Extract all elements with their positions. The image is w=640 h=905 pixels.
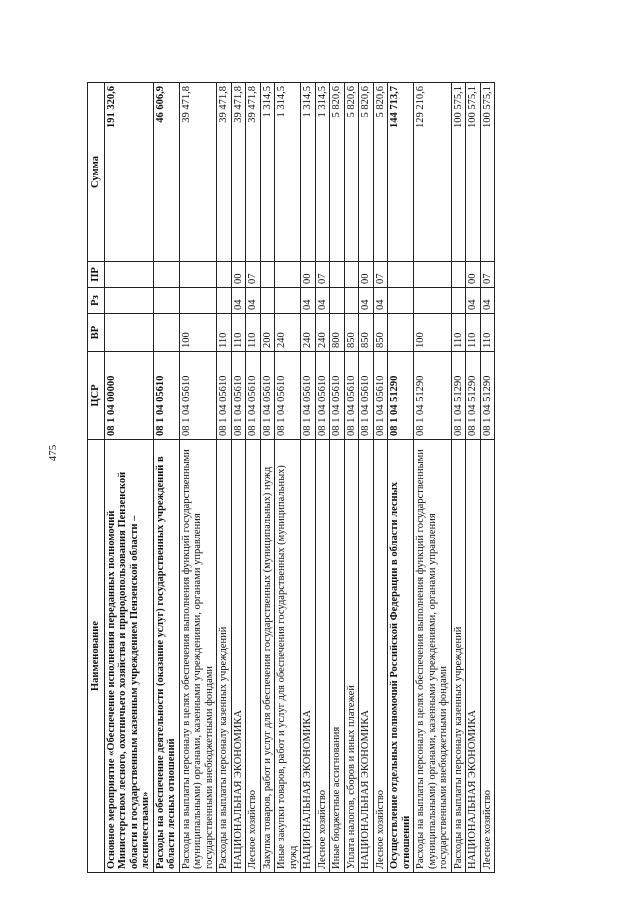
cell-vr: 110 [246, 314, 261, 352]
table-row [301, 83, 316, 873]
table-row [315, 83, 330, 873]
cell-name: Расходы на обеспечение деятельности (оказание услуг) государственных учреждений в области лесных отношений [153, 440, 179, 873]
cell-rz [275, 288, 301, 314]
cell-sum: 191 320,6 [104, 83, 153, 262]
table-row [480, 83, 495, 873]
cell-name: Лесное хозяйство [315, 440, 330, 873]
cell-name: Закупка товаров, работ и услуг для обеспечения государственных (муниципальных) нужд [260, 440, 275, 873]
table-header-row [88, 83, 105, 873]
cell-pr [179, 262, 217, 288]
cell-csr: 08 1 04 05610 [344, 352, 359, 440]
table-row [466, 83, 481, 873]
cell-vr: 110 [451, 314, 466, 352]
table-row [388, 83, 414, 873]
cell-rz: 04 [466, 288, 481, 314]
cell-rz [451, 288, 466, 314]
table-row [373, 83, 388, 873]
cell-name: Лесное хозяйство [373, 440, 388, 873]
header-pr: ПР [88, 262, 105, 288]
cell-vr: 110 [231, 314, 246, 352]
cell-csr: 08 1 04 00000 [104, 352, 153, 440]
cell-vr: 110 [217, 314, 232, 352]
cell-name: Расходы на выплаты персоналу в целях обеспечения выполнения функций государственными (муниципальными) органами, казенными учреждениями, органами управления государственными внебюджетными фондами [414, 440, 452, 873]
cell-name: Расходы на выплаты персоналу в целях обеспечения выполнения функций государственными (муниципальными) органами, казенными учреждениями, органами управления государственными внебюджетными фондами [179, 440, 217, 873]
cell-csr: 08 1 04 05610 [179, 352, 217, 440]
cell-vr: 100 [179, 314, 217, 352]
header-sum: Сумма [88, 83, 105, 262]
cell-name: Иные бюджетные ассигнования [330, 440, 345, 873]
cell-vr: 100 [414, 314, 452, 352]
cell-pr [153, 262, 179, 288]
table-row [344, 83, 359, 873]
cell-rz [260, 288, 275, 314]
cell-rz: 04 [315, 288, 330, 314]
cell-pr: 07 [315, 262, 330, 288]
table-row [231, 83, 246, 873]
cell-name: Лесное хозяйство [246, 440, 261, 873]
cell-sum: 5 820,6 [359, 83, 374, 262]
cell-pr [260, 262, 275, 288]
cell-rz [414, 288, 452, 314]
cell-pr: 07 [246, 262, 261, 288]
cell-sum: 1 314,5 [275, 83, 301, 262]
cell-vr [104, 314, 153, 352]
rotated-page-content [87, 83, 557, 873]
cell-sum: 39 471,8 [246, 83, 261, 262]
cell-pr [217, 262, 232, 288]
cell-vr: 850 [359, 314, 374, 352]
cell-csr: 08 1 04 51290 [414, 352, 452, 440]
table-row [260, 83, 275, 873]
cell-pr [344, 262, 359, 288]
header-vr: ВР [88, 314, 105, 352]
cell-name: Лесное хозяйство [480, 440, 495, 873]
cell-rz: 04 [373, 288, 388, 314]
cell-sum: 100 575,1 [466, 83, 481, 262]
cell-rz: 04 [301, 288, 316, 314]
cell-name: НАЦИОНАЛЬНАЯ ЭКОНОМИКА [466, 440, 481, 873]
cell-sum: 46 606,9 [153, 83, 179, 262]
table-row [179, 83, 217, 873]
table-row [414, 83, 452, 873]
cell-rz [344, 288, 359, 314]
cell-sum: 39 471,8 [179, 83, 217, 262]
table-row [217, 83, 232, 873]
cell-sum: 1 314,5 [301, 83, 316, 262]
cell-csr: 08 1 04 05610 [260, 352, 275, 440]
table-row [246, 83, 261, 873]
cell-csr: 08 1 04 05610 [231, 352, 246, 440]
cell-pr: 07 [373, 262, 388, 288]
cell-vr [388, 314, 414, 352]
cell-pr [104, 262, 153, 288]
cell-csr: 08 1 04 51290 [388, 352, 414, 440]
cell-rz [179, 288, 217, 314]
cell-csr: 08 1 04 51290 [451, 352, 466, 440]
cell-sum: 1 314,5 [315, 83, 330, 262]
cell-csr: 08 1 04 05610 [315, 352, 330, 440]
cell-csr: 08 1 04 05610 [246, 352, 261, 440]
cell-sum: 100 575,1 [451, 83, 466, 262]
header-csr: ЦСР [88, 352, 105, 440]
cell-sum: 1 314,5 [260, 83, 275, 262]
cell-sum: 5 820,6 [330, 83, 345, 262]
cell-vr: 240 [301, 314, 316, 352]
cell-rz: 04 [246, 288, 261, 314]
cell-name: Осуществление отдельных полномочий Российской Федерации в области лесных отношений [388, 440, 414, 873]
cell-pr: 00 [466, 262, 481, 288]
cell-pr: 00 [231, 262, 246, 288]
cell-csr: 08 1 04 05610 [275, 352, 301, 440]
cell-csr: 08 1 04 05610 [359, 352, 374, 440]
table-row [275, 83, 301, 873]
header-rz: Рз [88, 288, 105, 314]
cell-vr: 200 [260, 314, 275, 352]
cell-sum: 144 713,7 [388, 83, 414, 262]
page-number: 475 [47, 444, 59, 462]
cell-rz: 04 [359, 288, 374, 314]
table-row [330, 83, 345, 873]
cell-sum: 100 575,1 [480, 83, 495, 262]
cell-vr: 110 [480, 314, 495, 352]
cell-rz [330, 288, 345, 314]
cell-rz [217, 288, 232, 314]
cell-name: НАЦИОНАЛЬНАЯ ЭКОНОМИКА [231, 440, 246, 873]
cell-rz [104, 288, 153, 314]
cell-csr: 08 1 04 05610 [301, 352, 316, 440]
table-row [451, 83, 466, 873]
table-row [104, 83, 153, 873]
cell-sum: 5 820,6 [373, 83, 388, 262]
cell-name: Уплата налогов, сборов и иных платежей [344, 440, 359, 873]
cell-pr: 07 [480, 262, 495, 288]
cell-sum: 129 210,6 [414, 83, 452, 262]
cell-name: Расходы на выплаты персоналу казенных учреждений [217, 440, 232, 873]
cell-pr [330, 262, 345, 288]
cell-name: НАЦИОНАЛЬНАЯ ЭКОНОМИКА [359, 440, 374, 873]
cell-pr: 00 [359, 262, 374, 288]
cell-csr: 08 1 04 05610 [217, 352, 232, 440]
table-row [359, 83, 374, 873]
cell-csr: 08 1 04 51290 [480, 352, 495, 440]
cell-sum: 39 471,8 [231, 83, 246, 262]
cell-csr: 08 1 04 05610 [373, 352, 388, 440]
cell-pr [414, 262, 452, 288]
cell-name: НАЦИОНАЛЬНАЯ ЭКОНОМИКА [301, 440, 316, 873]
cell-csr: 08 1 04 51290 [466, 352, 481, 440]
cell-pr [275, 262, 301, 288]
cell-vr: 240 [315, 314, 330, 352]
cell-name: Расходы на выплаты персоналу казенных учреждений [451, 440, 466, 873]
cell-rz: 04 [480, 288, 495, 314]
cell-name: Основное мероприятие «Обеспечение исполнения переданных полномочий Министерством лесного, охотничьего хозяйства и природопользования Пензенской области и государственным казенным учреждением Пензенской области – лесничествами» [104, 440, 153, 873]
cell-pr: 00 [301, 262, 316, 288]
cell-csr: 08 1 04 05610 [153, 352, 179, 440]
budget-table [87, 82, 495, 873]
cell-rz: 04 [231, 288, 246, 314]
cell-pr [451, 262, 466, 288]
header-name: Наименование [88, 440, 105, 873]
cell-csr: 08 1 04 05610 [330, 352, 345, 440]
cell-vr: 240 [275, 314, 301, 352]
table-row [153, 83, 179, 873]
cell-pr [388, 262, 414, 288]
cell-rz [388, 288, 414, 314]
table-body [104, 83, 495, 873]
cell-sum: 39 471,8 [217, 83, 232, 262]
cell-name: Иные закупки товаров, работ и услуг для обеспечения государственных (муниципальных) нужд [275, 440, 301, 873]
cell-sum: 5 820,6 [344, 83, 359, 262]
cell-vr: 800 [330, 314, 345, 352]
cell-vr: 110 [466, 314, 481, 352]
cell-rz [153, 288, 179, 314]
cell-vr: 850 [344, 314, 359, 352]
cell-vr [153, 314, 179, 352]
cell-vr: 850 [373, 314, 388, 352]
